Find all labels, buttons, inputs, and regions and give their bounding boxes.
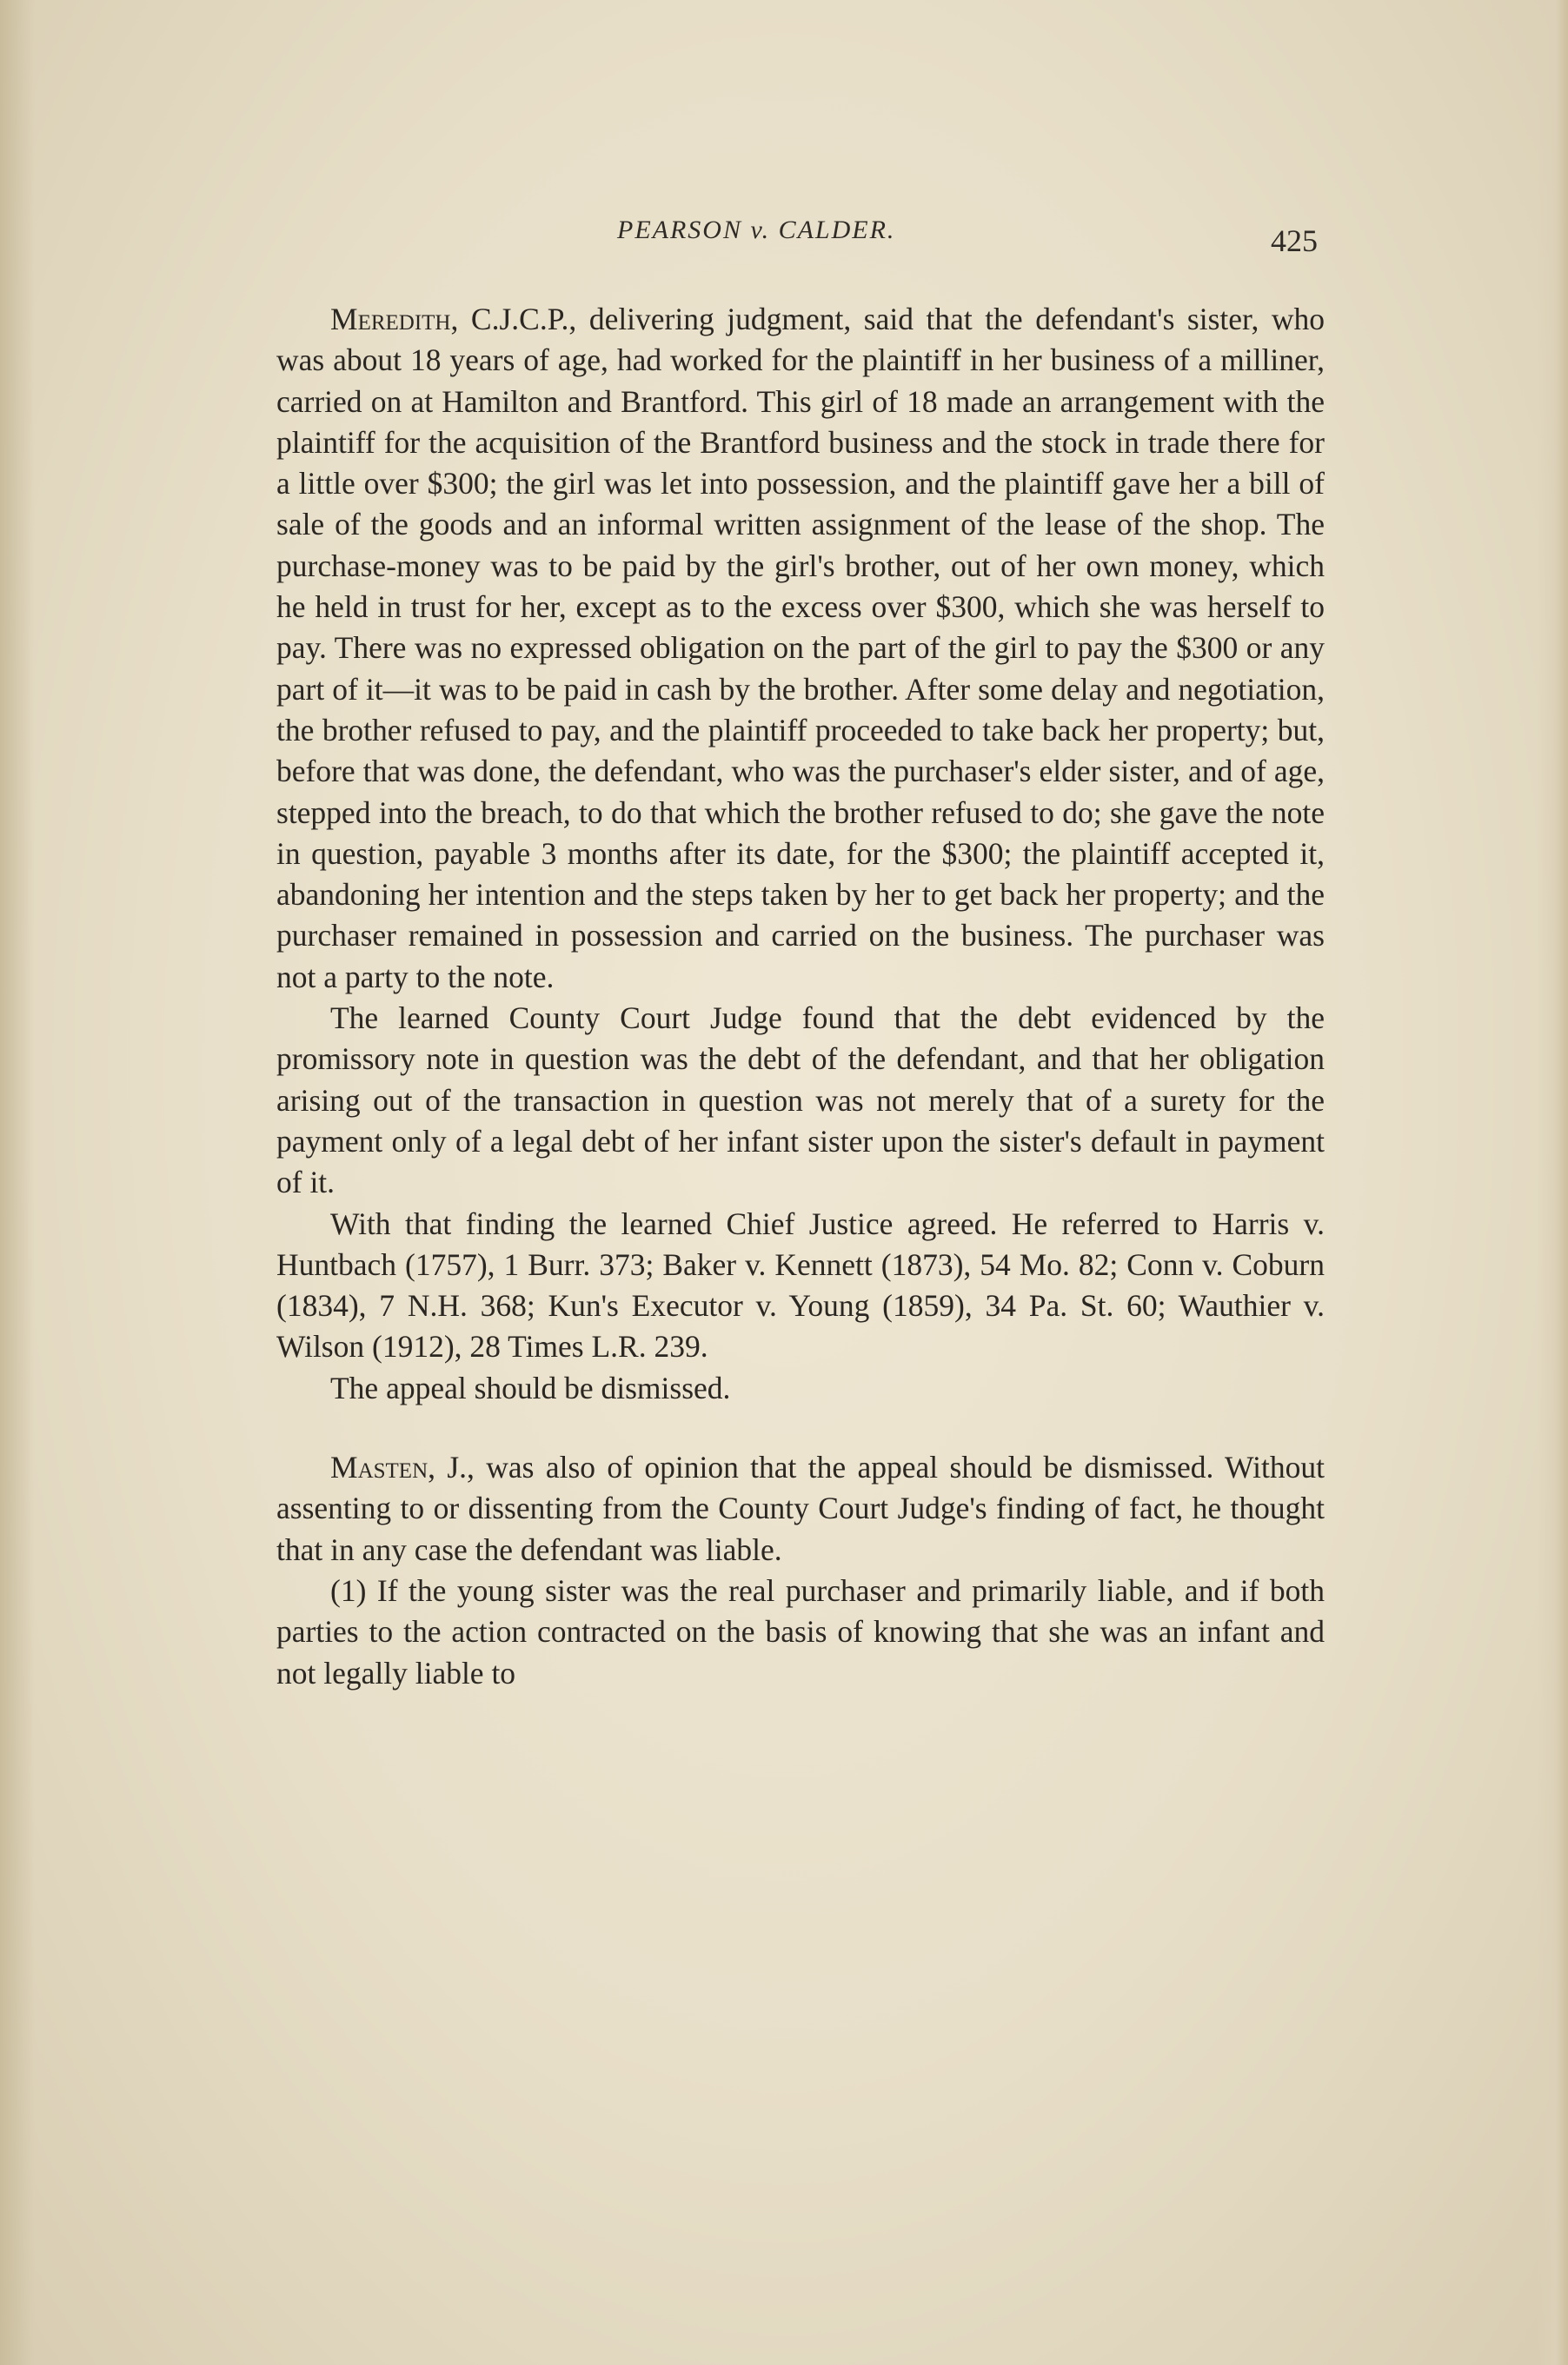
paragraph <box>276 299 1325 998</box>
section-gap <box>276 1409 1325 1447</box>
paragraph <box>276 1447 1325 1571</box>
paragraph: The learned County Court Judge found that the debt evidenced by the promissory note in question was the debt of the defendant, and that her obligation arising out of the transaction in question was not merely that of a surety for the payment only of a legal debt of her infant sister upon the sister's default in payment of it. <box>276 1000 1325 1200</box>
paragraph: (1) If the young sister was the real purchaser and primarily liable, and if both parties to the action contracted on the basis of knowing that she was an infant and not legally liable to <box>276 1572 1325 1691</box>
paragraph: The appeal should be dismissed. <box>330 1370 731 1405</box>
page-gutter-shadow <box>0 0 35 2365</box>
running-title: PEARSON v. CALDER. <box>617 216 896 244</box>
paragraph: With that finding the learned Chief Justice agreed. He referred to Harris v. Huntbach (1757), 1 Burr. 373; Baker v. Kennett (1873), 54 Mo. 82; Conn v. Coburn (1834), 7 N.H. 368; Kun's Executor v. Young (1859), 34 Pa. St. 60; Wauthier v. Wilson (1912), 28 Times L.R. 239. <box>276 1206 1325 1365</box>
page-number: 425 <box>1271 223 1318 258</box>
paragraph-text: , C.J.C.P., delivering judgment, said that the defendant's sister, who was about 18 years of age, had worked for the plaintiff in her business of a milliner, carried on at Hamilton and Brantford. This girl of 18 made an arrangement with the plaintiff for the acquisition of the Brantford business and the stock in trade there for a little over $300; the girl was let into possession, and the plaintiff gave her a bill of sale of the goods and an informal written assignment of the lease of the shop. The purchase-money was to be paid by the girl's brother, out of her own money, which he held in trust for her, except as to the excess over $300, which she was herself to pay. There was no expressed obligation on the part of the girl to pay the $300 or any part of it—it was to be paid in cash by the brother. After some delay and negotiation, the brother refused to pay, and the plaintiff proceeded to take back her property; but, before that was done, the defendant, who was the purchaser's elder sister, and of age, stepped into the breach, to do that which the brother refused to do; she gave the note in question, payable 3 months after its date, for the $300; the plaintiff accepted it, abandoning her intention and the steps taken by her to get back her property; and the purchaser remained in possession and carried on the business. The purchaser was not a party to the note. <box>276 302 1325 994</box>
judge-name: Masten <box>330 1450 429 1485</box>
judgment-text <box>276 299 1325 1694</box>
paragraph-text: , J., was also of opinion that the appeal should be dismissed. Without assenting to or dissenting from the County Court Judge's finding of fact, he thought that in any case the defendant was liable. <box>276 1450 1325 1567</box>
page-edge-shadow <box>1537 0 1568 2365</box>
judge-name: Meredith <box>330 302 451 336</box>
